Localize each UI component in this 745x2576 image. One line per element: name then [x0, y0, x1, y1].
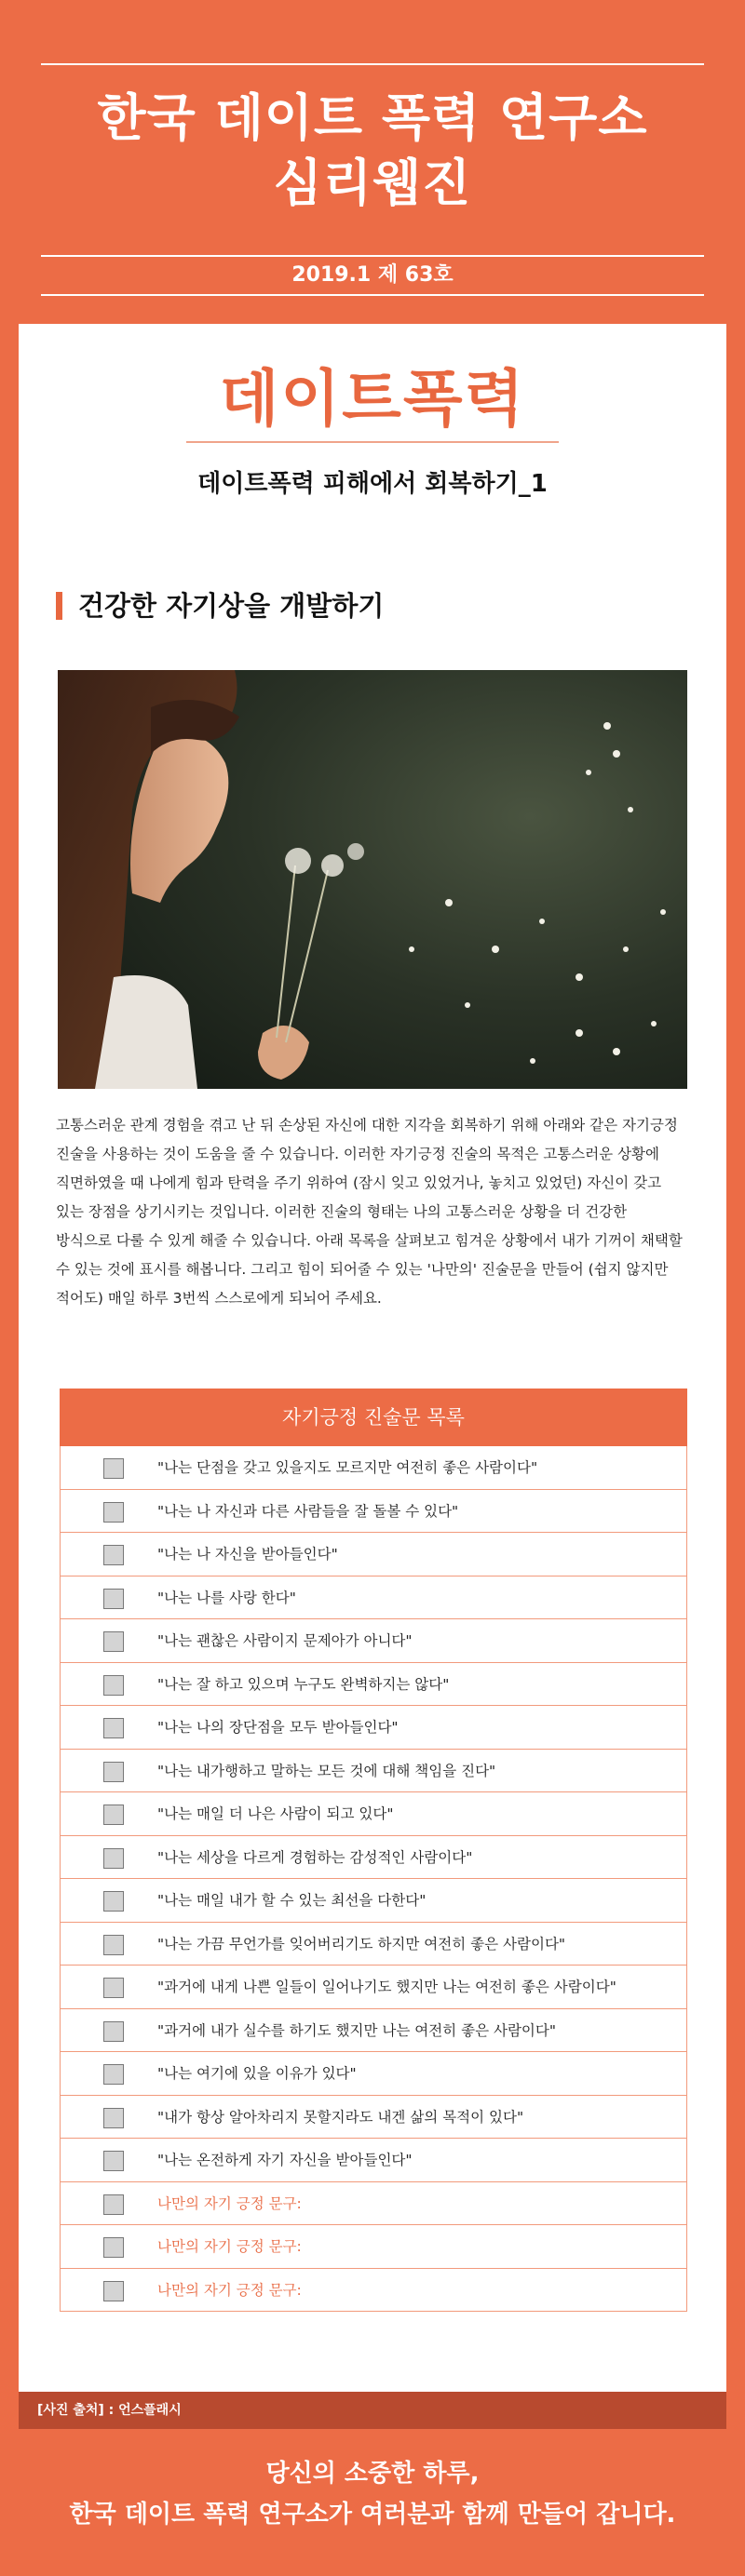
checklist-row	[61, 1663, 686, 1707]
checklist-row	[61, 1836, 686, 1880]
masthead-title	[0, 86, 745, 216]
affirmation-text: "나는 온전하게 자기 자신을 받아들인다"	[157, 2152, 413, 2168]
masthead-line-1: 한국 데이트 폭력 연구소	[97, 88, 648, 147]
body-line: 직면하였을 때 나에게 힘과 탄력을 주기 위하여 (잠시 잊고 있었거나, 놓치고 있었던) 자신이 갖고	[56, 1174, 662, 1191]
affirmation-text: "과거에 내가 실수를 하기도 했지만 나는 여전히 좋은 사람이다"	[157, 2021, 557, 2039]
article-body	[56, 1111, 689, 1313]
article-subtitle: 데이트폭력 피해에서 회복하기_1	[197, 470, 548, 498]
newsletter-header	[0, 0, 745, 324]
checkbox[interactable]	[103, 1805, 124, 1825]
affirmation-text: "나는 나 자신과 다른 사람들을 잘 돌볼 수 있다"	[157, 1502, 459, 1520]
affirmation-text: "나는 괜찮은 사람이지 문제아가 아니다"	[157, 1632, 413, 1649]
checklist-row	[61, 1966, 686, 2009]
body-line: 진술을 사용하는 것이 도움을 줄 수 있습니다. 이러한 자기긍정 진술의 목적은 고통스러운 상황에	[56, 1146, 660, 1162]
body-line: 있는 장점을 상기시키는 것입니다. 이러한 진술의 형태는 나의 고통스러운 상황을 더 건강한	[56, 1203, 628, 1220]
topic-title: 데이트폭력	[219, 363, 526, 435]
checkbox[interactable]	[103, 1935, 124, 1955]
affirmation-text: "나는 나 자신을 받아들인다"	[157, 1546, 338, 1563]
footer-line-2: 한국 데이트 폭력 연구소가 여러분과 함께 만들어 갑니다.	[69, 2501, 676, 2529]
affirmation-text: "나는 여기에 있을 이유가 있다"	[157, 2065, 357, 2082]
checklist-row	[61, 1879, 686, 1923]
affirmation-text: "나는 나의 장단점을 모두 받아들인다"	[157, 1719, 399, 1736]
body-line: 방식으로 다룰 수 있게 해줄 수 있습니다. 아래 목록을 살펴보고 힘겨운 상황에서 내가 기꺼이 채택할	[56, 1232, 683, 1249]
own-affirmation-label: 나만의 자기 긍정 문구:	[157, 2194, 302, 2212]
masthead-line-2: 심리웹진	[273, 154, 472, 212]
checklist-row	[61, 1706, 686, 1750]
checkbox[interactable]	[103, 2021, 124, 2042]
affirmation-text: "과거에 내게 나쁜 일들이 일어나기도 했지만 나는 여전히 좋은 사람이다"	[157, 1979, 616, 1995]
checkbox[interactable]	[103, 1675, 124, 1696]
affirmation-text: "나는 매일 내가 할 수 있는 최선을 다한다"	[157, 1892, 427, 1909]
topic-divider	[186, 441, 559, 443]
footer-message	[0, 2453, 745, 2535]
checklist-row	[61, 2139, 686, 2182]
checklist-row	[61, 1446, 686, 1490]
affirmation-text: "나는 가끔 무언가를 잊어버리기도 하지만 여전히 좋은 사람이다"	[157, 1935, 566, 1952]
checklist-row	[61, 2182, 686, 2226]
checklist-row	[61, 1576, 686, 1620]
checklist-header: 자기긍정 진술문 목록	[60, 1389, 687, 1446]
checklist-row	[61, 2052, 686, 2096]
checklist-row	[61, 1923, 686, 1966]
checklist-row	[61, 2096, 686, 2140]
affirmation-text: "나는 잘 하고 있으며 누구도 완벽하지는 않다"	[157, 1675, 450, 1693]
affirmation-text: "나는 내가행하고 말하는 모든 것에 대해 책임을 진다"	[157, 1762, 496, 1779]
affirmation-text: "나는 세상을 다르게 경험하는 감성적인 사람이다"	[157, 1848, 473, 1866]
checklist-row	[61, 2009, 686, 2053]
affirmation-text: "내가 항상 알아차리지 못할지라도 내겐 삶의 목적이 있다"	[157, 2108, 524, 2126]
issue-bottom-rule	[41, 294, 704, 296]
header-top-rule	[41, 63, 704, 65]
checklist-row	[61, 1619, 686, 1663]
checkbox[interactable]	[103, 1978, 124, 1998]
checklist-row	[61, 2269, 686, 2313]
body-line: 고통스러운 관계 경험을 겪고 난 뒤 손상된 자신에 대한 지각을 회복하기 위해 아래와 같은 자기긍정	[56, 1117, 678, 1134]
article-photo	[58, 670, 687, 1089]
checkbox[interactable]	[103, 1502, 124, 1523]
body-line: 수 있는 것에 표시를 해봅니다. 그리고 힘이 되어줄 수 있는 '나만의' 진술문을 만들어 (쉽지 않지만	[56, 1261, 669, 1278]
own-affirmation-label: 나만의 자기 긍정 문구:	[157, 2238, 302, 2255]
checklist-row	[61, 2225, 686, 2269]
checklist-row	[61, 1792, 686, 1836]
checkbox[interactable]	[103, 1762, 124, 1782]
checkbox[interactable]	[103, 2108, 124, 2128]
checklist-row	[61, 1490, 686, 1534]
footer-line-1: 당신의 소중한 하루,	[265, 2460, 480, 2488]
checkbox[interactable]	[103, 1545, 124, 1565]
photo-credit: [사진 출처] : 언스플래시	[19, 2392, 726, 2429]
body-line: 적어도) 매일 하루 3번씩 스스로에게 되뇌어 주세요.	[56, 1290, 382, 1307]
dandelion-photo-illustration	[58, 670, 687, 1089]
affirmation-text: "나는 나를 사랑 한다"	[157, 1589, 296, 1606]
affirmation-text: "나는 단점을 갖고 있을지도 모르지만 여전히 좋은 사람이다"	[157, 1459, 538, 1476]
section-title: 건강한 자기상을 개발하기	[78, 590, 385, 622]
section-marker	[56, 592, 62, 620]
checklist-row	[61, 1533, 686, 1576]
issue-top-rule	[41, 255, 704, 257]
own-affirmation-label: 나만의 자기 긍정 문구:	[157, 2281, 302, 2299]
checkbox[interactable]	[103, 1458, 124, 1479]
checkbox[interactable]	[103, 2237, 124, 2258]
affirmation-text: "나는 매일 더 나은 사람이 되고 있다"	[157, 1805, 394, 1822]
checklist	[60, 1446, 687, 2312]
checkbox[interactable]	[103, 1631, 124, 1652]
checkbox[interactable]	[103, 2151, 124, 2171]
checkbox[interactable]	[103, 2064, 124, 2085]
checkbox[interactable]	[103, 1848, 124, 1869]
checkbox[interactable]	[103, 1589, 124, 1609]
article-panel	[19, 324, 726, 2392]
checkbox[interactable]	[103, 2194, 124, 2215]
checkbox[interactable]	[103, 1718, 124, 1738]
checkbox[interactable]	[103, 1891, 124, 1912]
issue-label: 2019.1 제 63호	[291, 263, 454, 287]
checkbox[interactable]	[103, 2281, 124, 2301]
checklist-row	[61, 1750, 686, 1793]
